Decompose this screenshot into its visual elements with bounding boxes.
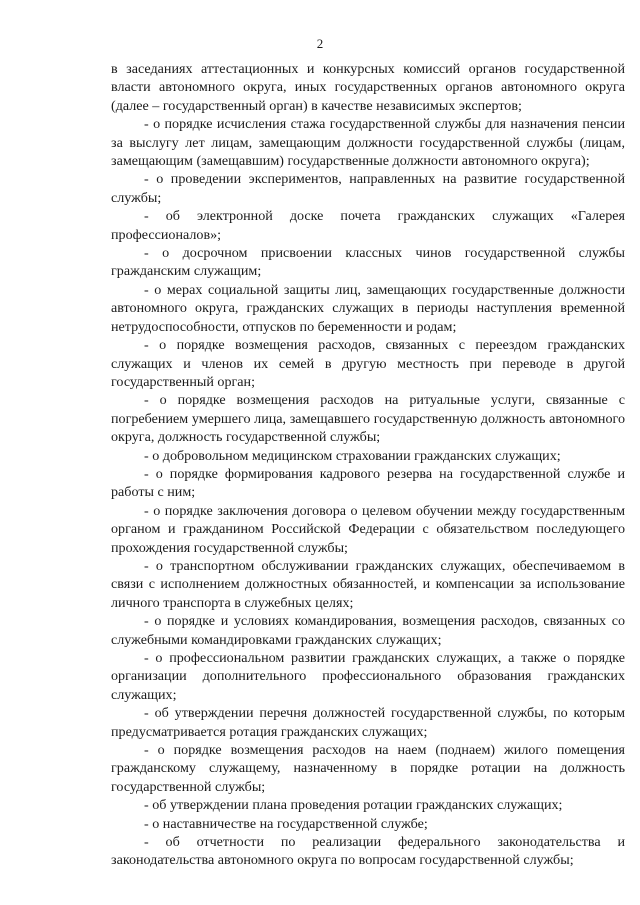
page-number: 2 <box>316 36 324 51</box>
list-item: - о порядке формирования кадрового резерва на государственной службе и работы с ним; <box>111 465 625 501</box>
list-item: - о проведении экспериментов, направленных на развитие государственной службы; <box>111 171 625 206</box>
list-item: - о порядке возмещения расходов на наем (поднаем) жилого помещения гражданскому служащему, назначенному в порядке ротации на должность государственной службы; <box>111 742 625 795</box>
list-item: - об отчетности по реализации федерального законодательства и законодательства автономного округа по вопросам государственной службы; <box>111 834 625 869</box>
list-item: - об утверждении плана проведения ротации гражданских служащих; <box>144 797 563 814</box>
list-item: - о мерах социальной защиты лиц, замещающих государственные должности автономного округа, гражданских служащих в периоды наступления временной нетрудоспособности, отпусков по беременности и родам; <box>111 281 625 335</box>
list-item: - о порядке возмещения расходов, связанных с переездом гражданских служащих и членов их семей в другую местность при переводе в другой государственный орган; <box>111 337 625 390</box>
paragraph-continuation: в заседаниях аттестационных и конкурсных комиссий органов государственной власти автономного округа, иных государственных органов автономного округа (далее – государственный орган) в качестве независимых экспертов; <box>111 61 625 114</box>
list-item: - об утверждении перечня должностей государственной службы, по которым предусматривается ротация гражданских служащих; <box>111 705 625 740</box>
list-item: - о транспортном обслуживании гражданских служащих, обеспечиваемом в связи с исполнением должностных обязанностей, и компенсации за использование личного транспорта в служебных целях; <box>111 557 625 611</box>
list-item: - о порядке заключения договора о целевом обучении между государственным органом и гражданином Российской Федерации с обязательством последующего прохождения государственной службы; <box>111 502 625 556</box>
list-item: - о досрочном присвоении классных чинов государственной службы гражданским служащим; <box>111 245 625 280</box>
document-body <box>111 60 625 870</box>
list-item: - о добровольном медицинском страховании гражданских служащих; <box>144 447 561 464</box>
list-item: - о порядке и условиях командирования, возмещения расходов, связанных со служебными командировками гражданских служащих; <box>111 613 625 648</box>
list-item: - о порядке исчисления стажа государственной службы для назначения пенсии за выслугу лет лицам, замещающим должности государственной службы (лицам, замещающим (замещавшим) государственные должности автономного округа); <box>111 116 625 170</box>
list-item: - об электронной доске почета гражданских служащих «Галерея профессионалов»; <box>111 208 625 243</box>
list-item: - о наставничестве на государственной службе; <box>144 815 428 832</box>
list-item: - о профессиональном развитии гражданских служащих, а также о порядке организации дополнительного профессионального образования гражданских служащих; <box>111 650 625 703</box>
list-item: - о порядке возмещения расходов на ритуальные услуги, связанные с погребением умершего лица, замещавшего государственную должность автономного округа, должность государственной службы; <box>111 392 625 446</box>
